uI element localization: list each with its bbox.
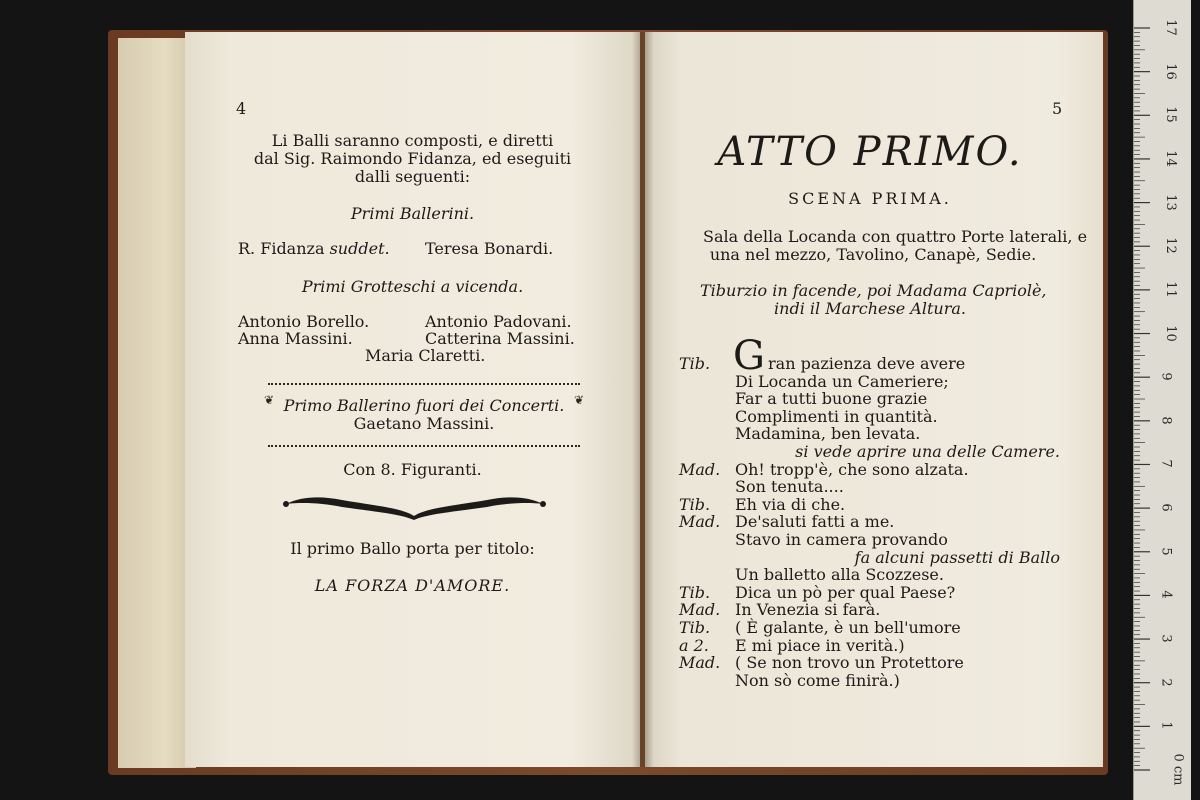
box-content [268,385,580,445]
scene-title: SCENA PRIMA. [788,189,952,208]
ballerino-left [238,240,390,258]
dialogue-line: Stavo in camera provando [735,530,948,549]
dialogue-line: ( Se non trovo un Protettore [735,653,964,673]
intro-line: dalli seguenti: [354,167,471,186]
dialogue-line: Son tenuta.... [735,477,844,497]
dialogue-line: Non sò come finirà.) [735,670,900,690]
dialogue-line: Complimenti in quantità. [735,406,938,426]
stage-direction: fa alcuni passetti di Ballo [854,547,1060,567]
dropcap-letter: G [733,333,765,379]
ruler-number: 17 [1162,19,1178,36]
speaker-label: Tib. [679,582,711,602]
speaker-label: a 2. [679,635,709,655]
speaker-label: Mad. [679,459,721,479]
left-page-number: 4 [236,99,247,118]
ruler-number: 12 [1162,237,1178,255]
dialogue-line: Madamina, ben levata. [735,424,921,444]
speaker-label: Tib. [679,354,711,373]
primi-ballerini-heading: Primi Ballerini. [350,204,475,223]
ruler-number: 11 [1162,281,1178,298]
characters-line: Tiburzio in facende, poi Madama Capriolè, [700,281,1047,300]
grottesco-name: Antonio Borello. [238,312,370,331]
characters-line: indi il Marchese Altura. [774,299,966,318]
dialogue-line: De'saluti fatti a me. [735,512,895,532]
dialogue-line: Eh via di che. [735,494,846,514]
ruler-number: 10 [1162,324,1178,342]
dialogue-line: In Venezia si farà. [735,600,881,620]
ruler-number: 4 [1158,590,1174,600]
dialogue-line: ( È galante, è un bell'umore [735,618,961,637]
intro-line: Li Balli saranno composti, e diretti [271,131,554,150]
ballet-intro [230,132,595,186]
box-line-2: Gaetano Massini. [353,414,495,433]
dialogue-line: Oh! tropp'è, che sono alzata. [735,459,969,479]
dialogue-line: E mi piace in verità.) [735,635,905,655]
ruler-number: 5 [1158,547,1174,556]
setting-line: una nel mezzo, Tavolino, Canapè, Sedie. [709,245,1037,264]
speaker-label: Mad. [679,653,721,673]
dialogue-line: Far a tutti buone grazie [735,389,928,409]
ruler-number: 0 cm [1170,753,1186,786]
grotteschi-heading: Primi Grotteschi a vicenda. [301,277,524,296]
ruler-number: 16 [1162,62,1178,80]
stage-direction: si vede aprire una delle Camere. [795,442,1060,461]
dialogue-line: ran pazienza deve avere [768,354,966,373]
book-gutter [632,32,654,767]
intro-line: dal Sig. Raimondo Fidanza, ed eseguiti [253,149,572,168]
ornament-left-icon: ❦ [264,393,275,407]
titolo-intro: Il primo Ballo porta per titolo: [290,539,535,558]
ballet-title: LA FORZA D'AMORE. [314,576,511,595]
flourish-divider-icon [282,490,547,524]
ruler-number: 9 [1158,372,1174,381]
setting-line: Sala della Locanda con quattro Porte laterali, e [703,227,1088,246]
speaker-label: Tib. [679,618,711,637]
ruler-number: 1 [1158,721,1174,730]
ruler-number: 8 [1158,416,1174,425]
act-title: ATTO PRIMO. [717,129,1023,175]
ornament-right-icon: ❦ [573,393,584,407]
grottesco-name: Antonio Padovani. [425,312,572,331]
dialogue-line: Un balletto alla Scozzese. [735,565,944,585]
ballerino-name: R. Fidanza [238,239,325,258]
ballerina-right: Teresa Bonardi. [425,239,554,258]
dialogue-line: Dica un pò per qual Paese? [735,582,956,602]
grottesco-name: Maria Claretti. [365,346,486,365]
grottesco-name: Anna Massini. [238,329,353,348]
ruler-number: 14 [1162,150,1178,167]
ballerino-suffix: suddet. [329,239,390,258]
ruler-number: 2 [1158,678,1174,687]
ruler-number: 7 [1158,459,1174,469]
box-line-1: Primo Ballerino fuori dei Concerti. [283,396,565,415]
speaker-label: Tib. [679,494,711,514]
grottesco-name: Catterina Massini. [425,329,575,348]
figuranti-line: Con 8. Figuranti. [343,460,482,479]
ruler-number: 3 [1158,634,1174,643]
speaker-label: Mad. [679,600,721,620]
speaker-label: Mad. [679,512,721,532]
ruler-number: 13 [1162,193,1178,211]
ornamental-box [264,383,584,447]
ruler-number: 6 [1158,503,1174,512]
ruler-number: 15 [1162,106,1178,124]
dialogue-line: Di Locanda un Cameriere; [735,371,949,391]
right-page-number: 5 [1052,99,1063,118]
